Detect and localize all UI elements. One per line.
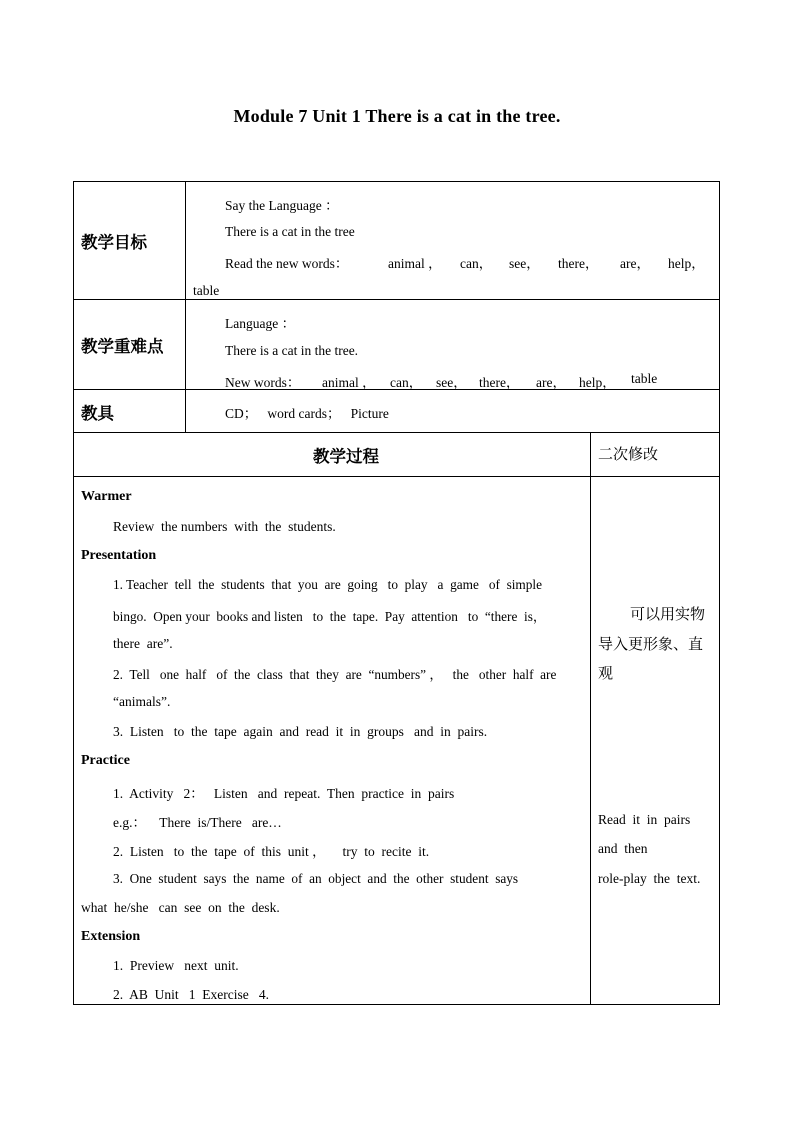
presentation-heading: Presentation [81, 548, 157, 563]
presentation-step-3: 3. Listen to the tape again and read it in groups and in pairs. [113, 724, 488, 739]
practice-example: e.g.： There is/There are… [113, 815, 282, 830]
key-points-word: animal ， [322, 375, 376, 390]
key-points-line-1: Language ： [225, 316, 296, 331]
presentation-step-1b: bingo. Open your books and listen to the tape. Pay attention to “there is， [113, 609, 547, 624]
practice-step-3a: 3. One student says the name of an object and the other student says [113, 871, 519, 886]
objectives-line-2: There is a cat in the tree [225, 224, 355, 239]
materials-label: 教具 [81, 404, 114, 423]
extension-step-2: 2. AB Unit 1 Exercise 4. [113, 987, 269, 1002]
presentation-step-1c: there are”. [113, 636, 173, 651]
revision-note-en-3: role-play the text. [598, 871, 701, 886]
objectives-line-1: Say the Language ： [225, 198, 339, 213]
document-title: Module 7 Unit 1 There is a cat in the tree. [233, 106, 561, 126]
warmer-line: Review the numbers with the students. [113, 519, 336, 534]
objectives-word: help， [668, 256, 705, 271]
key-points-line-2: There is a cat in the tree. [225, 343, 359, 358]
revision-header: 二次修改 [598, 445, 659, 463]
revision-note-cn-3: 观 [598, 664, 614, 682]
extension-step-1: 1. Preview next unit. [113, 958, 239, 973]
key-points-word: there， [479, 375, 520, 390]
objectives-word: there， [558, 256, 599, 271]
key-points-word: are， [536, 375, 566, 390]
key-points-word: see， [436, 375, 467, 390]
key-points-word: can， [390, 375, 423, 390]
process-header-title: 教学过程 [313, 447, 379, 466]
objectives-word: animal ， [388, 256, 442, 271]
extension-heading: Extension [81, 929, 141, 944]
revision-note-cn-1: 可以用实物 [630, 605, 706, 623]
revision-note-cn-2: 导入更形象、直 [598, 635, 704, 653]
practice-step-2: 2. Listen to the tape of this unit ， try to recite it. [113, 844, 430, 859]
key-points-word: help， [579, 375, 616, 390]
objectives-word: are， [620, 256, 650, 271]
objectives-word: see， [509, 256, 540, 271]
practice-heading: Practice [81, 753, 130, 768]
objectives-word: can， [460, 256, 493, 271]
presentation-step-2a: 2. Tell one half of the class that they are “numbers” ， the other half are [113, 667, 557, 682]
objectives-line-3-prefix: Read the new words： [225, 256, 349, 271]
key-points-line-3-prefix: New words： [225, 375, 301, 390]
key-points-label: 教学重难点 [81, 337, 164, 356]
practice-step-1: 1. Activity 2： Listen and repeat. Then practice in pairs [113, 786, 455, 801]
materials-content: CD； word cards； Picture [225, 406, 389, 421]
practice-step-3b: what he/she can see on the desk. [81, 900, 280, 915]
revision-note-en-2: and then [598, 841, 648, 856]
key-points-word: table [631, 371, 658, 386]
revision-note-en-1: Read it in pairs [598, 812, 691, 827]
objectives-line-4: table [193, 283, 220, 298]
presentation-step-2b: “animals”. [113, 694, 171, 709]
warmer-heading: Warmer [81, 489, 132, 504]
presentation-step-1a: 1. Teacher tell the students that you are going to play a game of simple [113, 577, 543, 592]
objectives-label: 教学目标 [81, 233, 147, 252]
